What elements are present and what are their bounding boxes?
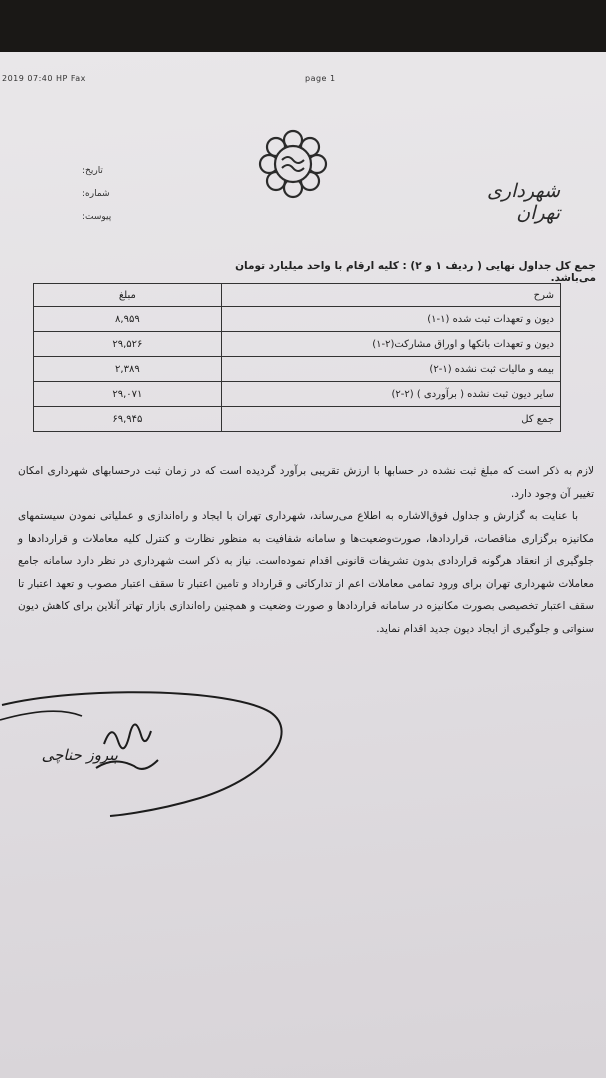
row-description: دیون و تعهدات ثبت شده (۱-۱): [221, 307, 560, 332]
table-row: [34, 382, 561, 407]
row-amount: ۸,۹۵۹: [34, 307, 222, 332]
table-row: [34, 357, 561, 382]
tehran-municipality-emblem-icon: [255, 126, 331, 206]
table-title: جمع کل جداول نهایی ( ردیف ۱ و ۲) : کلیه ارقام با واحد میلیارد تومان می‌باشد.: [235, 260, 596, 284]
signature: [0, 680, 300, 834]
row-amount: ۶۹,۹۴۵: [34, 407, 222, 432]
attachment-field-label: پیوست:: [82, 212, 112, 222]
fax-header-page: page 1: [305, 74, 336, 83]
row-amount: ۲۹,۰۷۱: [34, 382, 222, 407]
row-amount: ۲,۳۸۹: [34, 357, 222, 382]
row-description: بیمه و مالیات ثبت نشده (۱-۲): [221, 357, 560, 382]
description-column-header: شرح: [221, 284, 560, 307]
row-amount: ۲۹,۵۲۶: [34, 332, 222, 357]
row-description: دیون و تعهدات بانکها و اوراق مشارکت(۲-۱): [221, 332, 560, 357]
table-total-row: [34, 407, 561, 432]
amount-column-header: مبلغ: [34, 284, 222, 307]
fax-header-datetime: 2019 07:40 HP Fax: [2, 74, 86, 83]
number-field-label: شماره:: [82, 189, 110, 199]
paragraph-note: لازم به ذکر است که مبلغ ثبت نشده در حسابها با ارزش تقریبی برآورد گردیده است که در زمان ثبت درحسابهای شهرداری امکان تغییر آن وجود دارد.: [18, 465, 594, 500]
organization-name: شهرداری تهران: [487, 180, 560, 224]
letter-body: [18, 460, 594, 640]
row-description: سایر دیون ثبت نشده ( برآوردی ) (۲-۲): [221, 382, 560, 407]
debt-summary-table: [33, 283, 561, 432]
paragraph-main: با عنایت به گزارش و جداول فوق‌الاشاره به اطلاع می‌رساند، شهرداری تهران با ایجاد و راه‌اندازی و عملیاتی نمودن سیستمهای مکانیزه برگزاری مناقصات، قراردادها، صورت‌وضعیت‌ها و سامانه شفافیت به منظور نظارت و کنترل کلیه معاملات و قراردادها و جلوگیری از انعقاد هرگونه قراردادی بدون تشریفات قانونی اقدام نموده‌است. نیاز به ذکر است شهرداری در نظر دارد سامانه جامع معاملات شهرداری تهران برای ورود تمامی معاملات اعم از تدارکاتی و قرارداد و تامین اعتبار تا سقف اعتبار مصوب و تعهد اعتبار تا سقف اعتبار تخصیصی بصورت مکانیزه در سامانه قراردادها و صورت وضعیت و همچنین راه‌اندازی بازار تهاتر آنلاین برای کاهش دیون سنواتی و جلوگیری از ایجاد دیون جدید اقدام نماید.: [18, 510, 594, 635]
signature-text: پیروز حناچی: [41, 746, 118, 764]
fax-document-page: [0, 52, 606, 1078]
table-row: [34, 307, 561, 332]
row-description: جمع کل: [221, 407, 560, 432]
date-field-label: تاریخ:: [82, 166, 103, 176]
table-header-row: [34, 284, 561, 307]
table-row: [34, 332, 561, 357]
